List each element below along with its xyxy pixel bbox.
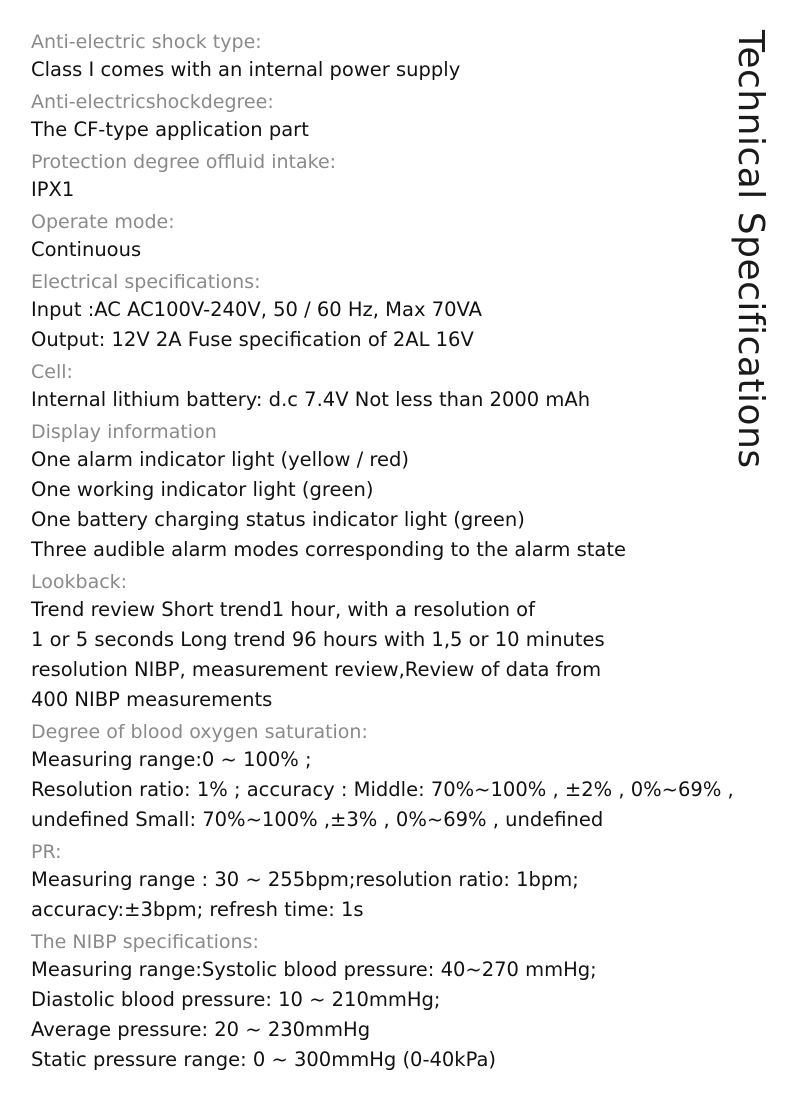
- spec-section: [31, 720, 786, 835]
- spec-value-line: Diastolic blood pressure: 10 ~ 210mmHg;: [31, 988, 441, 1011]
- spec-section: [31, 210, 786, 265]
- spec-label: Anti-electricshockdegree:: [31, 91, 274, 113]
- specifications-list: [31, 30, 786, 1075]
- spec-value-line: undefined Small: 70%~100% ,±3% , 0%~69% , undefined: [31, 808, 604, 831]
- spec-value-line: The CF-type application part: [31, 118, 309, 141]
- spec-section: [31, 90, 786, 145]
- spec-value-line: resolution NIBP, measurement review,Review of data from: [31, 658, 602, 681]
- spec-label: PR:: [31, 841, 62, 863]
- spec-value-line: Continuous: [31, 238, 142, 261]
- spec-section: [31, 30, 786, 85]
- spec-value-line: 400 NIBP measurements: [31, 688, 273, 711]
- page-title: Technical Specifications: [730, 30, 771, 469]
- spec-label: Cell:: [31, 361, 73, 383]
- spec-label: Operate mode:: [31, 211, 175, 233]
- spec-label: Electrical specifications:: [31, 271, 261, 293]
- spec-section: [31, 270, 786, 355]
- spec-value-line: One battery charging status indicator light (green): [31, 508, 525, 531]
- spec-value-line: One alarm indicator light (yellow / red): [31, 448, 409, 471]
- spec-label: Anti-electric shock type:: [31, 31, 262, 53]
- spec-section: [31, 930, 786, 1075]
- spec-value-line: Average pressure: 20 ~ 230mmHg: [31, 1018, 371, 1041]
- spec-value-line: Measuring range:Systolic blood pressure: 40~270 mmHg;: [31, 958, 597, 981]
- spec-section: [31, 420, 786, 565]
- spec-label: Degree of blood oxygen saturation:: [31, 721, 368, 743]
- spec-value-line: Three audible alarm modes corresponding to the alarm state: [31, 538, 627, 561]
- spec-value-line: Output: 12V 2A Fuse specification of 2AL 16V: [31, 328, 474, 351]
- spec-value-line: Resolution ratio: 1% ; accuracy : Middle: 70%~100% , ±2% , 0%~69% ,: [31, 778, 734, 801]
- spec-value-line: Measuring range : 30 ~ 255bpm;resolution ratio: 1bpm;: [31, 868, 579, 891]
- spec-section: [31, 150, 786, 205]
- spec-value-line: accuracy:±3bpm; refresh time: 1s: [31, 898, 364, 921]
- spec-label: Lookback:: [31, 571, 128, 593]
- spec-section: [31, 570, 786, 715]
- spec-value-line: Input :AC AC100V-240V, 50 / 60 Hz, Max 70VA: [31, 298, 482, 321]
- spec-label: Display information: [31, 421, 217, 443]
- spec-value-line: Internal lithium battery: d.c 7.4V Not less than 2000 mAh: [31, 388, 591, 411]
- spec-value-line: Class I comes with an internal power supply: [31, 58, 461, 81]
- spec-label: Protection degree offluid intake:: [31, 151, 337, 173]
- spec-value-line: One working indicator light (green): [31, 478, 374, 501]
- spec-section: [31, 360, 786, 415]
- spec-section: [31, 840, 786, 925]
- spec-label: The NIBP specifications:: [31, 931, 259, 953]
- spec-value-line: Trend review Short trend1 hour, with a resolution of: [31, 598, 535, 621]
- spec-value-line: Static pressure range: 0 ~ 300mmHg (0-40kPa): [31, 1048, 497, 1071]
- spec-value-line: 1 or 5 seconds Long trend 96 hours with 1,5 or 10 minutes: [31, 628, 605, 651]
- spec-value-line: Measuring range:0 ~ 100% ;: [31, 748, 312, 771]
- spec-value-line: IPX1: [31, 178, 75, 201]
